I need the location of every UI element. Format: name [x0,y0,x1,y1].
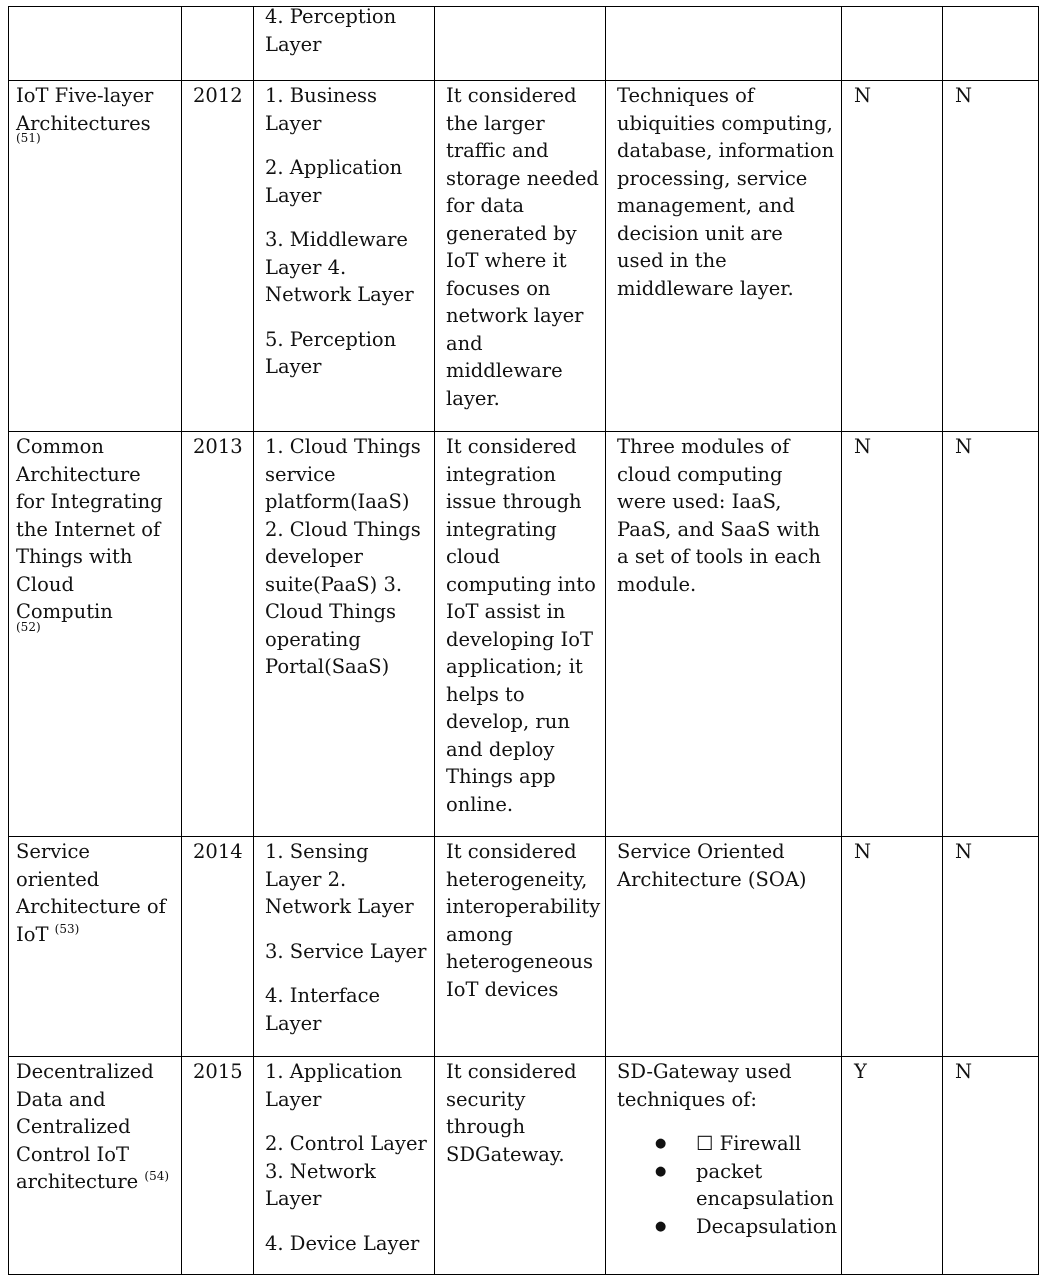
year-cell [182,81,254,432]
table-row [9,432,1039,837]
table-row [9,7,1039,81]
year: 2012 [193,84,243,107]
architecture-name-cell [9,1057,182,1275]
layer-item: 1. Business Layer [265,84,378,135]
year-cell [182,1057,254,1275]
list-item: ● packet encapsulation [617,1158,835,1213]
layer-item: 4. Device Layer [265,1231,420,1255]
techniques-text: Service Oriented Architecture (SOA) [617,840,807,891]
flag-cell [943,1057,1039,1275]
techniques-text: Techniques of ubiquities computing, database, information processing, service management, and decision unit are used in the middleware layer. [617,84,835,300]
layer-item: 2. Application Layer [265,156,403,207]
flag-cell [943,432,1039,837]
flag-value: N [955,435,973,458]
reference-number: (54) [144,1169,170,1183]
considered-text: It considered heterogeneity, interoperability among heterogeneous IoT devices [446,840,601,1001]
layer-item: 3. Service Layer [265,939,427,963]
considered-cell [435,81,606,432]
layers-cell [254,1057,435,1275]
document-page [8,6,1039,1275]
security-flag: N [854,84,872,107]
layer-item: 5. Perception Layer [265,327,397,378]
layer-item: 1. Application Layer [265,1060,403,1111]
considered-cell [435,432,606,837]
year: 2013 [193,435,243,458]
techniques-cell [606,837,842,1057]
year: 2015 [193,1060,243,1083]
flag-cell [943,837,1039,1057]
flag-value: N [955,1060,973,1083]
reference-number: (52) [16,619,41,634]
year-cell [182,7,254,81]
layer-item: 4. Interface Layer [265,984,381,1035]
year-cell [182,432,254,837]
architecture-name: Service oriented Architecture of IoT [16,840,166,946]
architecture-name-cell [9,7,182,81]
techniques-cell [606,81,842,432]
table-row [9,81,1039,432]
security-flag: N [854,840,872,863]
techniques-list [617,1130,838,1240]
considered-text: It considered integration issue through integrating cloud computing into IoT assist in developing IoT application; it helps to develop, run and deploy Things app online. [446,435,596,816]
security-cell [842,1057,943,1275]
security-cell [842,432,943,837]
considered-cell [435,7,606,81]
techniques-cell [606,7,842,81]
table-row [9,837,1039,1057]
security-cell [842,837,943,1057]
layers-cell [254,837,435,1057]
layers-cell [254,81,435,432]
layer-item: 2. Control Layer 3. Network Layer [265,1132,427,1210]
flag-cell [943,7,1039,81]
considered-text: It considered the larger traffic and storage needed for data generated by IoT where it focuses on network layer and middleware layer. [446,84,599,410]
layer-item: 1. Cloud Things service platform(IaaS) 2. Cloud Things developer suite(PaaS) 3. Cloud Things operating Portal(SaaS) [265,435,421,678]
layers-cell [254,7,435,81]
techniques-cell [606,432,842,837]
layer-item: 4. Perception Layer [265,5,397,56]
architecture-name: Common Architecture for Integrating the Internet of Things with Cloud Computin [16,435,163,623]
architecture-name-cell [9,837,182,1057]
techniques-text: SD-Gateway used techniques of: [617,1060,792,1111]
list-item: ● Decapsulation [617,1213,835,1241]
layer-item: 3. Middleware Layer 4. Network Layer [265,228,414,306]
layer-item: 1. Sensing Layer 2. Network Layer [265,840,414,918]
considered-text: It considered security through SDGateway. [446,1060,577,1166]
year-cell [182,837,254,1057]
layers-cell [254,432,435,837]
considered-cell [435,837,606,1057]
architecture-name: IoT Five-layer Architectures [16,84,154,135]
techniques-text: Three modules of cloud computing were used: IaaS, PaaS, and SaaS with a set of tools in each module. [617,435,821,596]
architecture-name-cell [9,432,182,837]
security-cell [842,81,943,432]
year: 2014 [193,840,243,863]
techniques-cell [606,1057,842,1275]
security-flag: Y [854,1060,867,1083]
flag-value: N [955,84,973,107]
flag-value: N [955,840,973,863]
flag-cell [943,81,1039,432]
list-item: ● ☐ Firewall [617,1130,835,1158]
reference-number: (53) [54,921,80,936]
security-cell [842,7,943,81]
considered-cell [435,1057,606,1275]
table-row [9,1057,1039,1275]
iot-architecture-table [8,6,1039,1275]
architecture-name-cell [9,81,182,432]
security-flag: N [854,435,872,458]
architecture-name: Decentralized Data and Centralized Control IoT architecture [16,1060,154,1193]
reference-number: (51) [16,131,41,145]
